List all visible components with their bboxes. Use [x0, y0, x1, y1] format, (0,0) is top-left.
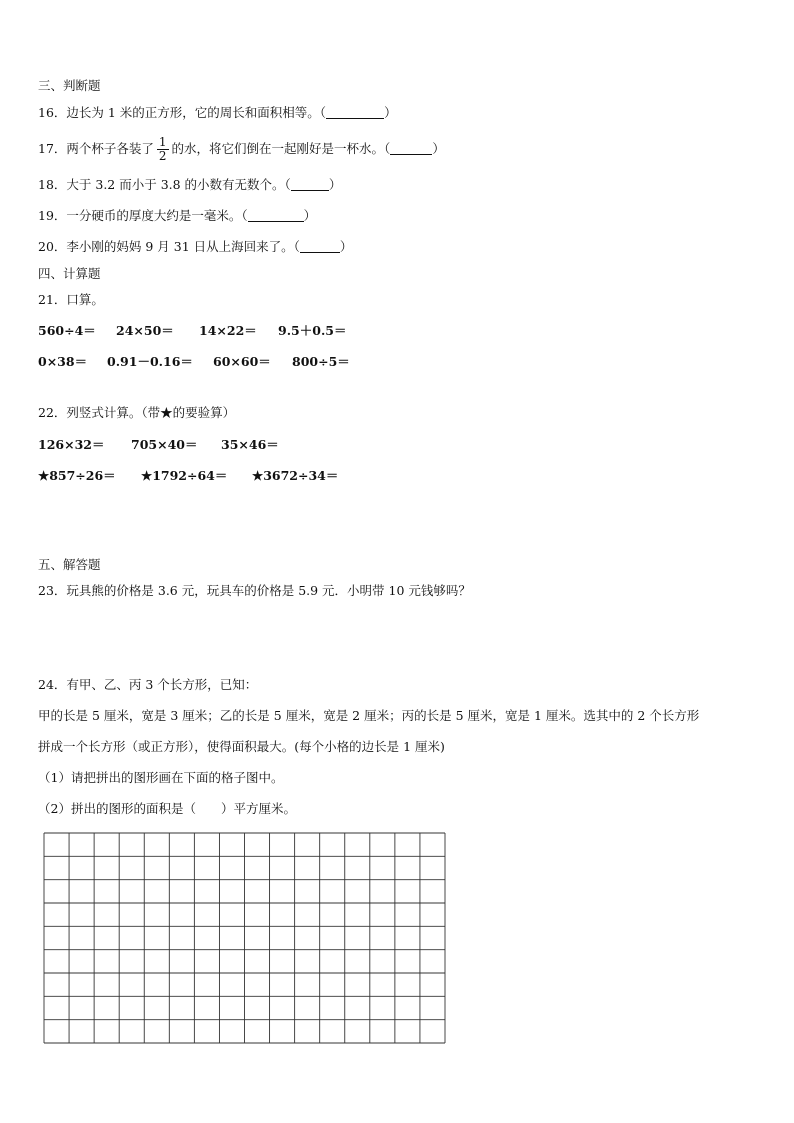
calc-item: 560÷4＝ — [38, 323, 96, 338]
question-22-title: 22．列竖式计算。（带★的要验算） — [38, 405, 236, 420]
answer-blank[interactable] — [300, 240, 340, 253]
question-16-text: 16．边长为 1 米的正方形，它的周长和面积相等。（ — [38, 105, 327, 120]
answer-blank[interactable] — [326, 106, 384, 119]
question-18-end: ） — [328, 177, 342, 192]
question-24-line-2: 拼成一个长方形（或正方形），使得面积最大。(每个小格的边长是 1 厘米) — [38, 739, 445, 754]
question-19 — [38, 208, 316, 224]
calc-item: 24×50＝ — [116, 323, 174, 338]
answer-blank[interactable] — [390, 142, 432, 155]
question-21-title: 21．口算。 — [38, 292, 104, 307]
calc-item: ★1792÷64＝ — [141, 468, 228, 483]
question-17-text-2: 的水，将它们倒在一起刚好是一杯水。（ — [171, 141, 391, 156]
calc-item: 705×40＝ — [131, 437, 198, 452]
question-20-end: ） — [339, 239, 353, 254]
calc-item: 35×46＝ — [221, 437, 279, 452]
question-17-text: 17．两个杯子各装了 — [38, 141, 154, 156]
calc-item: ★3672÷34＝ — [252, 468, 339, 483]
question-17-end: ） — [432, 141, 445, 156]
question-18-text: 18．大于 3.2 而小于 3.8 的小数有无数个。（ — [38, 177, 291, 192]
question-20-text: 20．李小刚的妈妈 9 月 31 日从上海回来了。（ — [38, 239, 300, 254]
question-24-title: 24．有甲、乙、丙 3 个长方形，已知： — [38, 677, 258, 692]
calc-item: 126×32＝ — [38, 437, 105, 452]
question-18 — [38, 177, 341, 193]
calc-item: 0×38＝ — [38, 354, 88, 369]
calc-item: 14×22＝ — [199, 323, 257, 338]
section-judge-title: 三、判断题 — [38, 78, 101, 93]
calc-item: 60×60＝ — [213, 354, 271, 369]
answer-blank[interactable] — [291, 178, 329, 191]
question-24-line-1: 甲的长是 5 厘米，宽是 3 厘米；乙的长是 5 厘米，宽是 2 厘米；丙的长是 5 厘米，宽是 1 厘米。选其中的 2 个长方形 — [38, 708, 700, 723]
fraction-denominator: 2 — [158, 149, 167, 163]
question-19-text: 19．一分硬币的厚度大约是一毫米。（ — [38, 208, 248, 223]
question-17 — [38, 134, 445, 164]
calc-item: 0.91－0.16＝ — [107, 354, 193, 369]
section-solve-title: 五、解答题 — [38, 557, 101, 572]
drawing-grid[interactable] — [43, 832, 446, 1044]
question-24-sub-2: （2）拼出的图形的面积是（ ）平方厘米。 — [38, 801, 296, 816]
calc-item: 800÷5＝ — [292, 354, 350, 369]
fraction-numerator: 1 — [158, 135, 167, 149]
question-16 — [38, 105, 397, 121]
question-20 — [38, 239, 352, 255]
answer-blank[interactable] — [248, 209, 304, 222]
calc-item: ★857÷26＝ — [38, 468, 116, 483]
question-19-end: ） — [303, 208, 317, 223]
question-24-sub-1: （1）请把拼出的图形画在下面的格子图中。 — [38, 770, 284, 785]
question-23: 23．玩具熊的价格是 3.6 元，玩具车的价格是 5.9 元．小明带 10 元钱够吗？ — [38, 583, 471, 598]
section-compute-title: 四、计算题 — [38, 266, 101, 281]
fraction — [157, 136, 169, 163]
question-16-end: ） — [384, 105, 397, 120]
calc-item: 9.5＋0.5＝ — [278, 323, 347, 338]
